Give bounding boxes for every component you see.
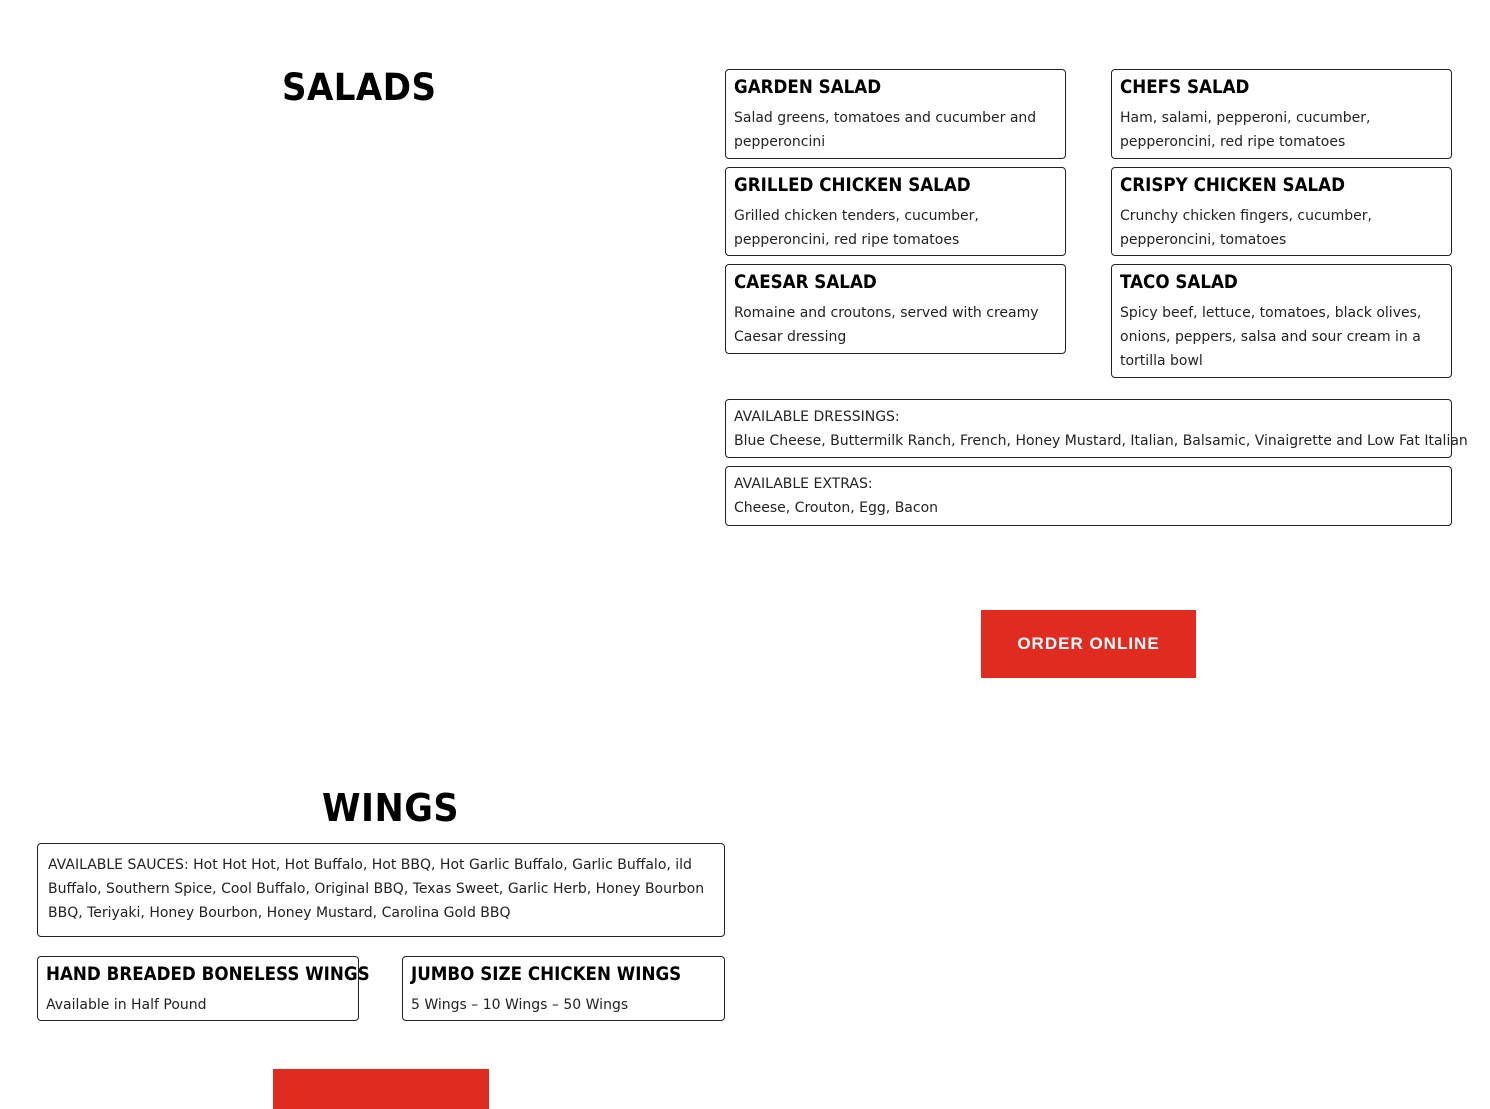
extras-label: AVAILABLE EXTRAS: xyxy=(734,476,873,492)
menu-item-description: Spicy beef, lettuce, tomatoes, black olives, onions, peppers, salsa and sour cream in a tortilla bowl xyxy=(1120,305,1422,369)
dressings-list: Blue Cheese, Buttermilk Ranch, French, Honey Mustard, Italian, Balsamic, Vinaigrette and Low Fat Italian xyxy=(734,433,1468,449)
dressings-label: AVAILABLE DRESSINGS: xyxy=(734,409,900,425)
menu-item-jumbo-wings xyxy=(402,956,725,1021)
menu-item-boneless-wings xyxy=(37,956,370,1021)
wings-order-button[interactable] xyxy=(273,1069,489,1109)
menu-item-crispy-chicken-salad xyxy=(1111,167,1452,256)
menu-item-chefs-salad xyxy=(1111,69,1452,159)
menu-item-description: Grilled chicken tenders, cucumber, pepperoncini, red ripe tomatoes xyxy=(734,208,979,248)
salads-section-title: SALADS xyxy=(282,66,437,109)
menu-item-description: Salad greens, tomatoes and cucumber and pepperoncini xyxy=(734,110,1037,150)
order-online-button[interactable]: ORDER ONLINE xyxy=(981,610,1196,678)
menu-item-taco-salad xyxy=(1111,264,1452,378)
menu-item-caesar-salad xyxy=(725,264,1066,354)
menu-item-name: CAESAR SALAD xyxy=(734,271,877,293)
menu-item-description: Romaine and croutons, served with creamy Caesar dressing xyxy=(734,305,1039,345)
sauces-list: AVAILABLE SAUCES: Hot Hot Hot, Hot Buffalo, Hot BBQ, Hot Garlic Buffalo, Garlic Buffalo, ild Buffalo, Southern Spice, Cool Buffalo, Original BBQ, Texas Sweet, Garlic Herb, Honey Bourbon BBQ, Teriyaki, Honey Bourbon, Honey Mustard, Carolina Gold BBQ xyxy=(48,857,705,921)
menu-item-name: TACO SALAD xyxy=(1120,271,1238,293)
menu-item-name: CRISPY CHICKEN SALAD xyxy=(1120,174,1346,196)
menu-item-name: GARDEN SALAD xyxy=(734,76,882,98)
menu-item-description: Available in Half Pound xyxy=(46,997,207,1013)
wings-section-title: WINGS xyxy=(322,786,460,830)
available-sauces-box xyxy=(37,843,725,937)
menu-item-name: CHEFS SALAD xyxy=(1120,76,1250,98)
extras-list: Cheese, Crouton, Egg, Bacon xyxy=(734,500,939,516)
available-extras-box xyxy=(725,466,1452,526)
menu-item-grilled-chicken-salad xyxy=(725,167,1066,256)
menu-item-name: JUMBO SIZE CHICKEN WINGS xyxy=(411,963,682,985)
menu-item-description: Ham, salami, pepperoni, cucumber, pepperoncini, red ripe tomatoes xyxy=(1120,110,1371,150)
menu-item-garden-salad xyxy=(725,69,1066,159)
available-dressings-box xyxy=(725,399,1468,458)
menu-item-description: Crunchy chicken fingers, cucumber, pepperoncini, tomatoes xyxy=(1120,208,1372,248)
menu-item-name: HAND BREADED BONELESS WINGS xyxy=(46,963,370,985)
menu-item-name: GRILLED CHICKEN SALAD xyxy=(734,174,971,196)
menu-item-description: 5 Wings – 10 Wings – 50 Wings xyxy=(411,997,629,1013)
